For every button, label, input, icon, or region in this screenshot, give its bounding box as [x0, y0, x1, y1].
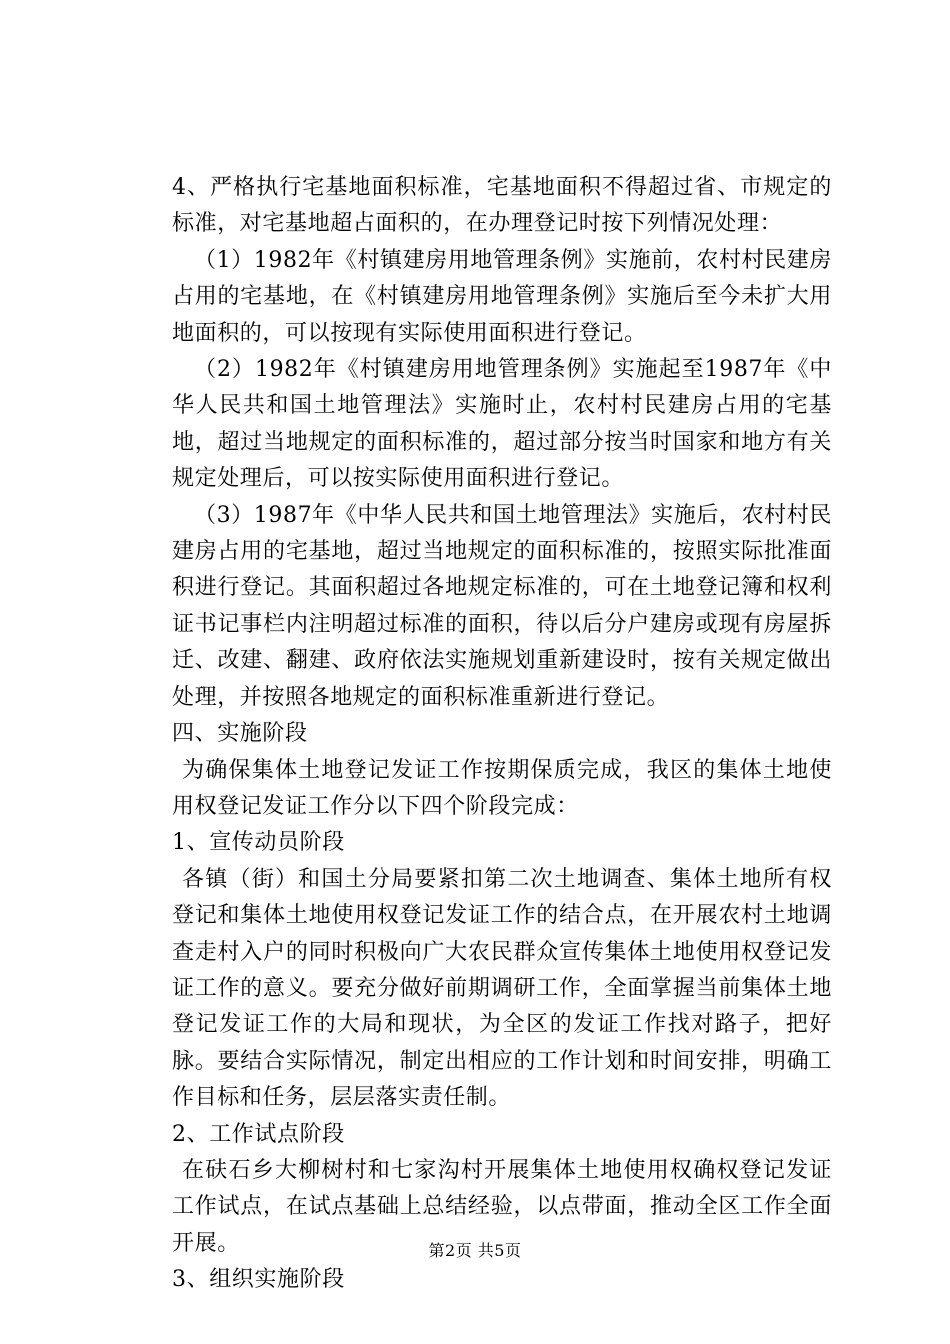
stage-heading-publicity: 1、宣传动员阶段	[172, 830, 345, 856]
paragraph-item-3: （3）1987年《中华人民共和国土地管理法》实施后，农村村民建房占用的宅基地，超过当地规定的面积标准的，按照实际批准面积进行登记。其面积超过各地规定标准的，可在土地登记簿和权利证书记事栏内注明超过标准的面积，待以后分户建房或现有房屋拆迁、改建、翻建、政府依法实施规划重新建设时，按有关规定做出处理，并按照各地规定的面积标准重新进行登记。	[172, 502, 832, 710]
page-footer: 第2页 共5页	[428, 1241, 522, 1260]
paragraph-implementation-intro: 为确保集体土地登记发证工作按期保质完成，我区的集体土地使用权登记发证工作分以下四个阶段完成：	[172, 757, 832, 819]
document-body	[172, 170, 832, 1299]
section-heading-implementation: 四、实施阶段	[172, 721, 308, 747]
stage-heading-pilot: 2、工作试点阶段	[172, 1121, 345, 1147]
paragraph-pilot: 在砆石乡大柳树村和七家沟村开展集体土地使用权确权登记发证工作试点，在试点基础上总结经验，以点带面，推动全区工作全面开展。	[172, 1157, 832, 1256]
paragraph-item-2: （2）1982年《村镇建房用地管理条例》实施起至1987年《中华人民共和国土地管理法》实施时止，农村村民建房占用的宅基地，超过当地规定的面积标准的，超过部分按当时国家和地方有关规定处理后，可以按实际使用面积进行登记。	[172, 357, 832, 492]
stage-heading-implementation: 3、组织实施阶段	[172, 1267, 345, 1293]
paragraph-area-standard: 4、严格执行宅基地面积标准，宅基地面积不得超过省、市规定的标准，对宅基地超占面积的，在办理登记时按下列情况处理：	[172, 175, 832, 237]
paragraph-publicity: 各镇（街）和国土分局要紧扣第二次土地调查、集体土地所有权登记和集体土地使用权登记发证工作的结合点，在开展农村土地调查走村入户的同时积极向广大农民群众宣传集体土地使用权登记发证工作的意义。要充分做好前期调研工作，全面掌握当前集体土地登记发证工作的大局和现状，为全区的发证工作找对路子，把好脉。要结合实际情况，制定出相应的工作计划和时间安排，明确工作目标和任务，层层落实责任制。	[172, 866, 832, 1111]
paragraph-item-1: （1）1982年《村镇建房用地管理条例》实施前，农村村民建房占用的宅基地，在《村镇建房用地管理条例》实施后至今未扩大用地面积的，可以按现有实际使用面积进行登记。	[172, 247, 832, 346]
